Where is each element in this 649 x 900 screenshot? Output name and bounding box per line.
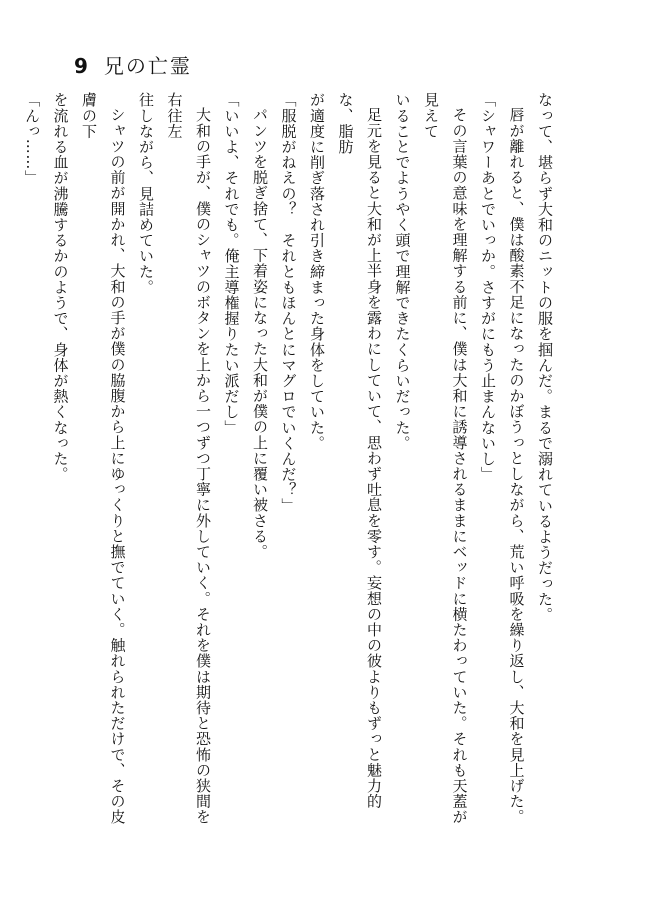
text-line: いることでようやく頭で理解できたくらいだった。 — [393, 92, 412, 451]
body-text — [18, 92, 560, 832]
text-line: パンツを脱ぎ捨て、下着姿になった大和が僕の上に覆い被さる。 — [251, 107, 269, 560]
text-line: 唇が離れると、僕は酸素不足になったのかぼうっとしながら、荒い呼吸を繰り返し、大和を見上げた。 — [507, 107, 526, 825]
text-line: 大和の手が、僕のシャツのボタンを上から一つずつ丁寧に外していく。それを僕は期待と恐怖の狭間を右往左 — [165, 92, 212, 825]
text-line: シャツの前が開かれ、大和の手が僕の脇腹から上にゆっくりと撫でていく。触れられただけで、その皮膚の下 — [80, 92, 127, 825]
text-line: なって、堪らず大和のニットの服を掴んだ。まるで溺れているようだった。 — [536, 92, 554, 623]
text-line: を流れる血が沸騰するかのようで、身体が熱くなった。 — [51, 92, 70, 482]
text-line: その言葉の意味を理解する前に、僕は大和に誘導されるままにベッドに横たわっていた。それも天蓋が見えて — [422, 92, 469, 825]
page-number: 9 — [74, 54, 88, 78]
text-line: 「いいよ、それでも。俺主導権握りたい派だし」 — [222, 92, 241, 436]
text-line: 「んっ……」 — [23, 92, 41, 186]
text-line: 「シャワーあとでいっか。さすがにもう止まんないし」 — [479, 92, 497, 482]
text-line: 「服脱がねえの？ それともほんとにマグロでいくんだ？」 — [279, 92, 298, 514]
text-line: が適度に削ぎ落され引き締まった身体をしていた。 — [308, 92, 326, 451]
text-line: 足元を見ると大和が上半身を露わにしていて、思わず吐息を零す。妄想の中の彼よりもずっと魅力的な、脂肪 — [336, 92, 383, 809]
page-header — [74, 50, 192, 79]
text-line: 往しながら、見詰めていた。 — [137, 92, 155, 295]
chapter-title: 兄の亡霊 — [103, 54, 192, 78]
